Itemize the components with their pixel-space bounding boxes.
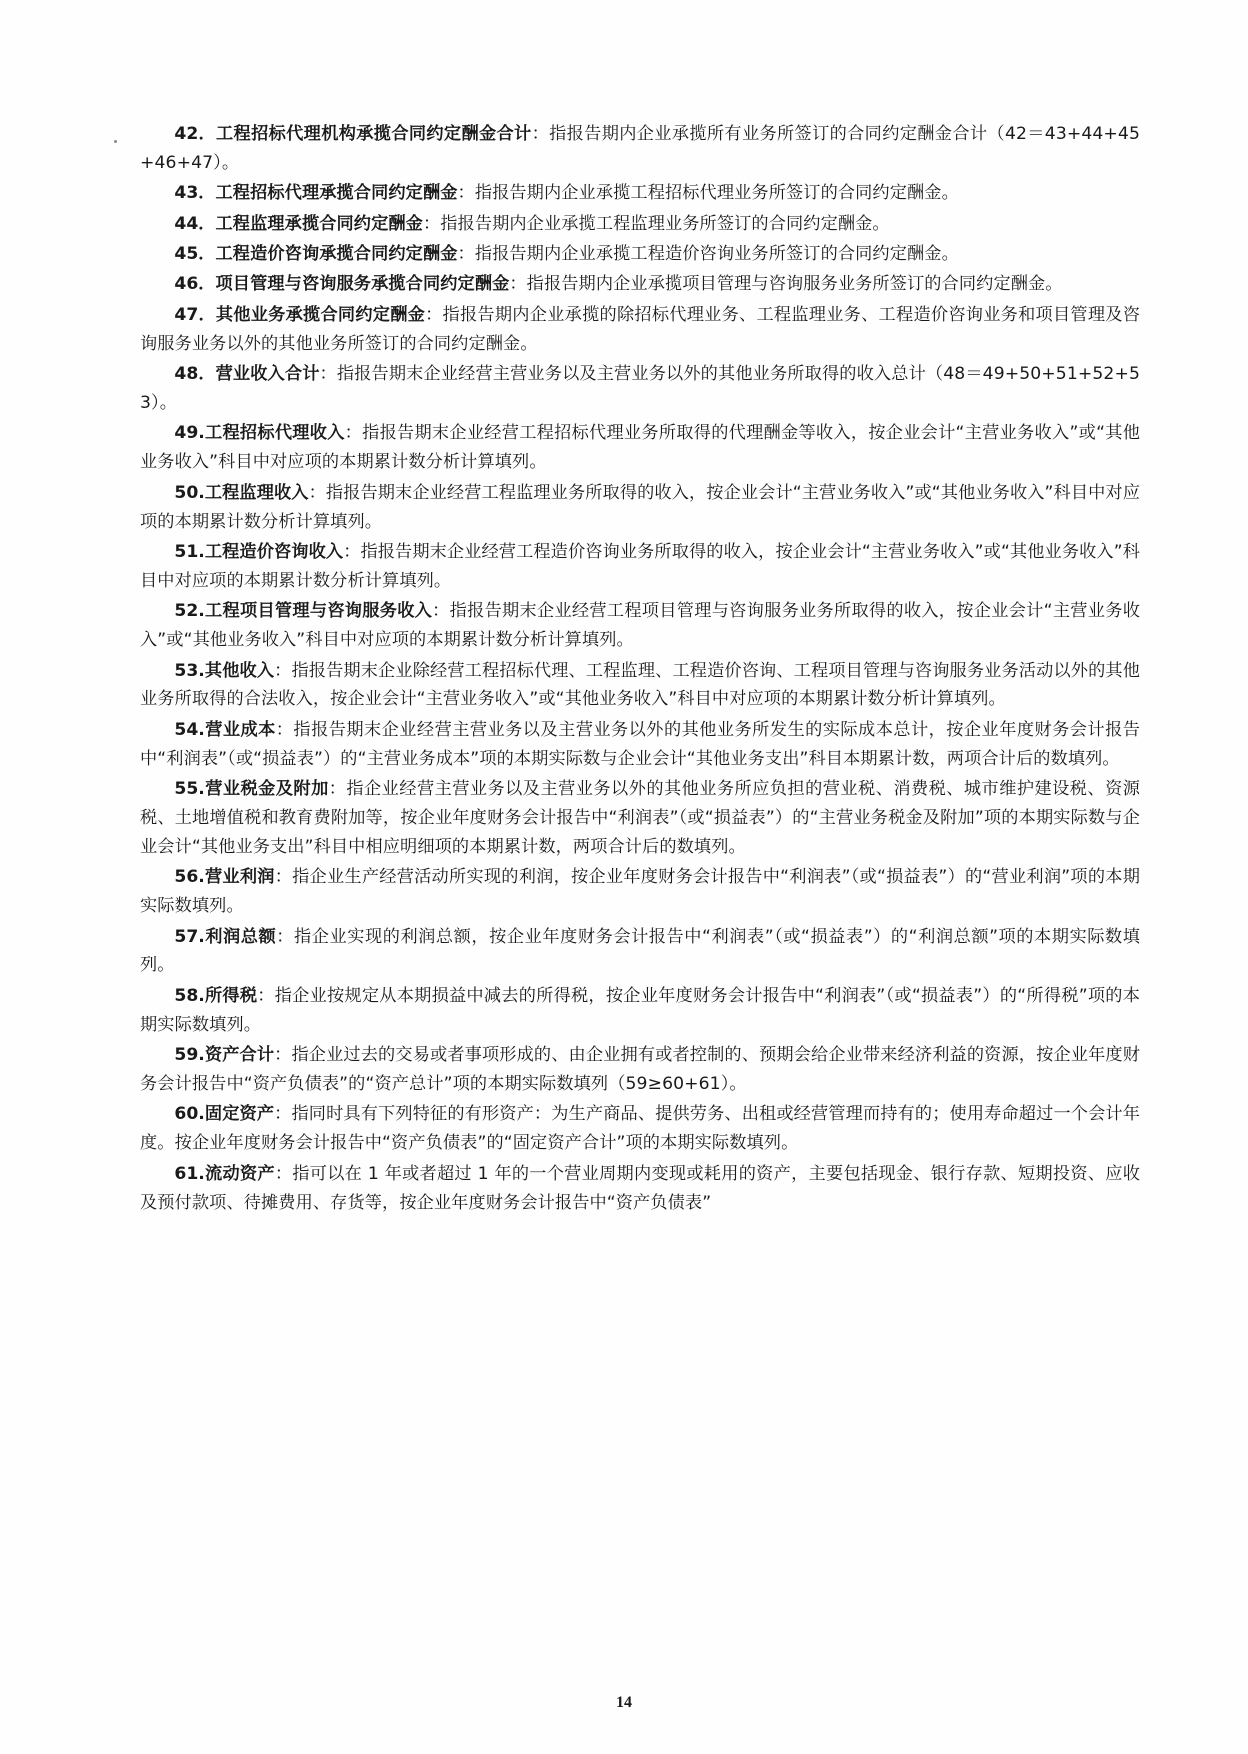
item-term: 工程招标代理承揽合同约定酬金 [215, 183, 458, 204]
item-term: 营业利润 [204, 867, 275, 888]
item-text: ：指报告期末企业经营工程项目管理与咨询服务业务所取得的收入，按企业会计“主营业务收入”或“其他业务收入”科目中对应项的本期累计数分析计算填列。 [140, 601, 1140, 651]
item-text: ：指报告期末企业经营主营业务以及主营业务以外的其他业务所发生的实际成本总计，按企业年度财务会计报告中“利润表”（或“损益表”）的“主营业务成本”项的本期实际数与企业会计“其他业务支出”科目本期累计数，两项合计后的数填列。 [140, 719, 1140, 769]
item-number: 61. [174, 1163, 205, 1184]
item-number: 53. [174, 660, 205, 681]
item-term: 所得税 [204, 985, 258, 1006]
definition-paragraph [140, 301, 1140, 359]
item-number: 47． [174, 304, 216, 325]
item-term: 工程监理收入 [204, 482, 309, 503]
item-text: ：指报告期末企业经营工程招标代理业务所取得的代理酬金等收入，按企业会计“主营业务收入”或“其他业务收入”科目中对应项的本期累计数分析计算填列。 [140, 423, 1140, 473]
item-number: 54. [174, 719, 205, 740]
item-text: ：指企业过去的交易或者事项形成的、由企业拥有或者控制的、预期会给企业带来经济利益的资源，按企业年度财务会计报告中“资产负债表”的“资产总计”项的本期实际数填列（59≥60+61）。 [140, 1045, 1140, 1094]
item-text: ：指报告期末企业经营工程监理业务所取得的收入，按企业会计“主营业务收入”或“其他业务收入”科目中对应项的本期累计数分析计算填列。 [140, 482, 1140, 532]
definition-paragraph [140, 120, 1140, 178]
item-number: 58. [174, 985, 205, 1006]
item-term: 资产合计 [204, 1045, 275, 1066]
item-term: 工程造价咨询承揽合同约定酬金 [215, 244, 458, 265]
definition-paragraph [140, 479, 1140, 537]
definition-paragraph [140, 419, 1140, 477]
item-term: 营业成本 [204, 719, 276, 740]
item-number: 50. [174, 482, 205, 503]
item-number: 49. [174, 423, 205, 444]
item-term: 工程招标代理机构承揽合同约定酬金合计 [216, 124, 532, 144]
page-number: 14 [616, 1694, 632, 1711]
item-text: ：指报告期内企业承揽工程监理业务所签订的合同约定酬金。 [422, 213, 890, 234]
definition-paragraph [140, 360, 1140, 418]
item-term: 工程监理承揽合同约定酬金 [215, 213, 423, 234]
item-number: 51. [174, 541, 205, 562]
item-number: 52. [174, 601, 205, 622]
item-number: 55. [174, 779, 205, 800]
item-term: 利润总额 [204, 926, 277, 947]
scan-artifact-speck [114, 140, 117, 143]
item-number: 60. [174, 1104, 205, 1125]
item-number: 43． [174, 183, 216, 204]
item-text: ：指企业经营主营业务以及主营业务以外的其他业务所应负担的营业税、消费税、城市维护建设税、资源税、土地增值税和教育费附加等，按企业年度财务会计报告中“利润表”（或“损益表”）的“主营业务税金及附加”项的本期实际数与企业会计“其他业务支出”科目中相应明细项的本期累计数，两项合计后的数填列。 [140, 779, 1140, 857]
item-text: ：指企业实现的利润总额，按企业年度财务会计报告中“利润表”（或“损益表”）的“利润总额”项的本期实际数填列。 [140, 926, 1141, 976]
item-term: 营业税金及附加 [204, 779, 329, 800]
item-number: 56. [174, 867, 205, 888]
item-text: ：指报告期末企业除经营工程招标代理、工程监理、工程造价咨询、工程项目管理与咨询服务业务活动以外的其他业务所取得的合法收入，按企业会计“主营业务收入”或“其他业务收入”科目中对应项的本期累计数分析计算填列。 [140, 660, 1140, 710]
item-term: 其他收入 [204, 660, 275, 681]
item-term: 固定资产 [204, 1104, 275, 1125]
item-number: 45． [174, 244, 216, 265]
item-text: ：指报告期末企业经营主营业务以及主营业务以外的其他业务所取得的收入总计（48＝49+50+51+52+53）。 [140, 364, 1140, 414]
definition-paragraph [140, 1100, 1140, 1158]
item-text: ：指报告期内企业承揽工程造价咨询业务所签订的合同约定酬金。 [457, 244, 959, 265]
definition-paragraph [140, 863, 1140, 921]
item-term: 项目管理与咨询服务承揽合同约定酬金 [215, 274, 510, 295]
definition-paragraph [140, 716, 1140, 774]
definition-paragraph [140, 210, 1140, 239]
definition-paragraph [140, 240, 1140, 269]
item-text: ：指报告期末企业经营工程造价咨询业务所取得的收入，按企业会计“主营业务收入”或“其他业务收入”科目中对应项的本期累计数分析计算填列。 [140, 541, 1141, 591]
document-body [140, 120, 1140, 1217]
definition-paragraph [140, 538, 1140, 596]
item-number: 46． [174, 274, 216, 295]
definition-paragraph [140, 982, 1140, 1040]
item-text: ：指报告期内企业承揽所有业务所签订的合同约定酬金合计（42＝43+44+45+46+47）。 [140, 124, 1140, 173]
definition-paragraph [140, 1160, 1140, 1218]
item-number: 44． [174, 213, 216, 234]
item-number: 57. [174, 926, 205, 947]
item-number: 59. [174, 1045, 205, 1066]
item-term: 工程造价咨询收入 [204, 541, 344, 562]
item-term: 流动资产 [204, 1163, 275, 1184]
definition-paragraph [140, 597, 1140, 655]
item-term: 工程招标代理收入 [204, 423, 345, 444]
definition-paragraph [140, 775, 1140, 862]
definition-paragraph [140, 923, 1140, 981]
item-term: 营业收入合计 [215, 364, 320, 385]
item-number: 48． [174, 364, 216, 385]
item-number: 42． [174, 124, 216, 144]
definition-paragraph [140, 179, 1140, 208]
definition-paragraph [140, 1041, 1140, 1099]
item-text: ：指报告期内企业承揽工程招标代理业务所签订的合同约定酬金。 [457, 183, 959, 204]
item-text: ：指企业按规定从本期损益中减去的所得税，按企业年度财务会计报告中“利润表”（或“损益表”）的“所得税”项的本期实际数填列。 [140, 985, 1140, 1035]
definition-paragraph [140, 270, 1140, 299]
item-term: 工程项目管理与咨询服务收入 [204, 601, 433, 622]
item-text: ：指报告期内企业承揽项目管理与咨询服务业务所签订的合同约定酬金。 [509, 274, 1063, 295]
item-text: ：指企业生产经营活动所实现的利润，按企业年度财务会计报告中“利润表”（或“损益表”）的“营业利润”项的本期实际数填列。 [140, 867, 1140, 917]
item-text: ：指报告期内企业承揽的除招标代理业务、工程监理业务、工程造价咨询业务和项目管理及咨询服务业务以外的其他业务所签订的合同约定酬金。 [140, 304, 1141, 354]
item-term: 其他业务承揽合同约定酬金 [215, 304, 426, 325]
item-text: ：指可以在 1 年或者超过 1 年的一个营业周期内变现或耗用的资产，主要包括现金、银行存款、短期投资、应收及预付款项、待摊费用、存货等，按企业年度财务会计报告中“资产负债表” [140, 1163, 1140, 1213]
definition-paragraph [140, 657, 1140, 715]
item-text: ：指同时具有下列特征的有形资产：为生产商品、提供劳务、出租或经营管理而持有的；使用寿命超过一个会计年度。按企业年度财务会计报告中“资产负债表”的“固定资产合计”项的本期实际数填列。 [140, 1104, 1140, 1154]
